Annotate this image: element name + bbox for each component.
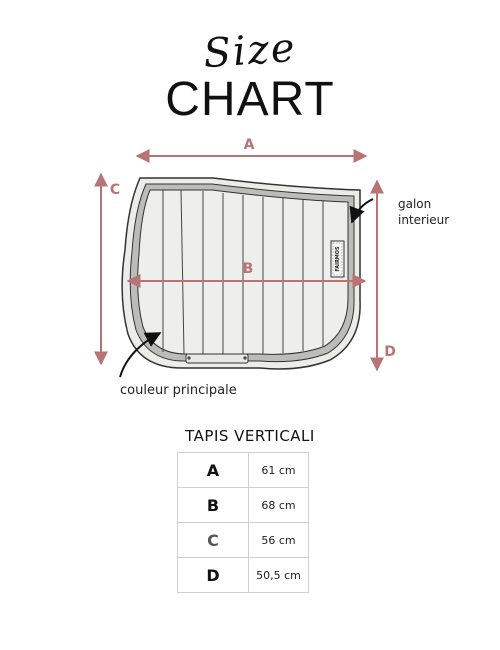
strap-holder	[186, 354, 248, 363]
row-label: B	[178, 488, 249, 523]
table-row	[178, 523, 309, 558]
label-b: B	[242, 261, 254, 277]
title-main: CHART	[165, 73, 335, 126]
annotation-trim: galon interieur	[398, 197, 450, 227]
label-c: C	[109, 182, 121, 198]
annotation-main-color: couleur principale	[120, 383, 237, 398]
row-value: 56 cm	[249, 523, 309, 558]
row-value: 50,5 cm	[249, 558, 309, 593]
row-label: A	[178, 453, 249, 488]
table-row	[178, 453, 309, 488]
label-a: A	[243, 137, 255, 153]
row-label: C	[178, 523, 249, 558]
table-row	[178, 488, 309, 523]
title-script: Size	[202, 24, 298, 78]
row-label: D	[178, 558, 249, 593]
table-title: TAPIS VERTICALI	[185, 427, 315, 445]
brand-tag-text: FAIRMOS	[335, 246, 341, 272]
size-table	[177, 452, 309, 593]
label-d: D	[384, 344, 396, 360]
row-value: 61 cm	[249, 453, 309, 488]
table-row	[178, 558, 309, 593]
row-value: 68 cm	[249, 488, 309, 523]
